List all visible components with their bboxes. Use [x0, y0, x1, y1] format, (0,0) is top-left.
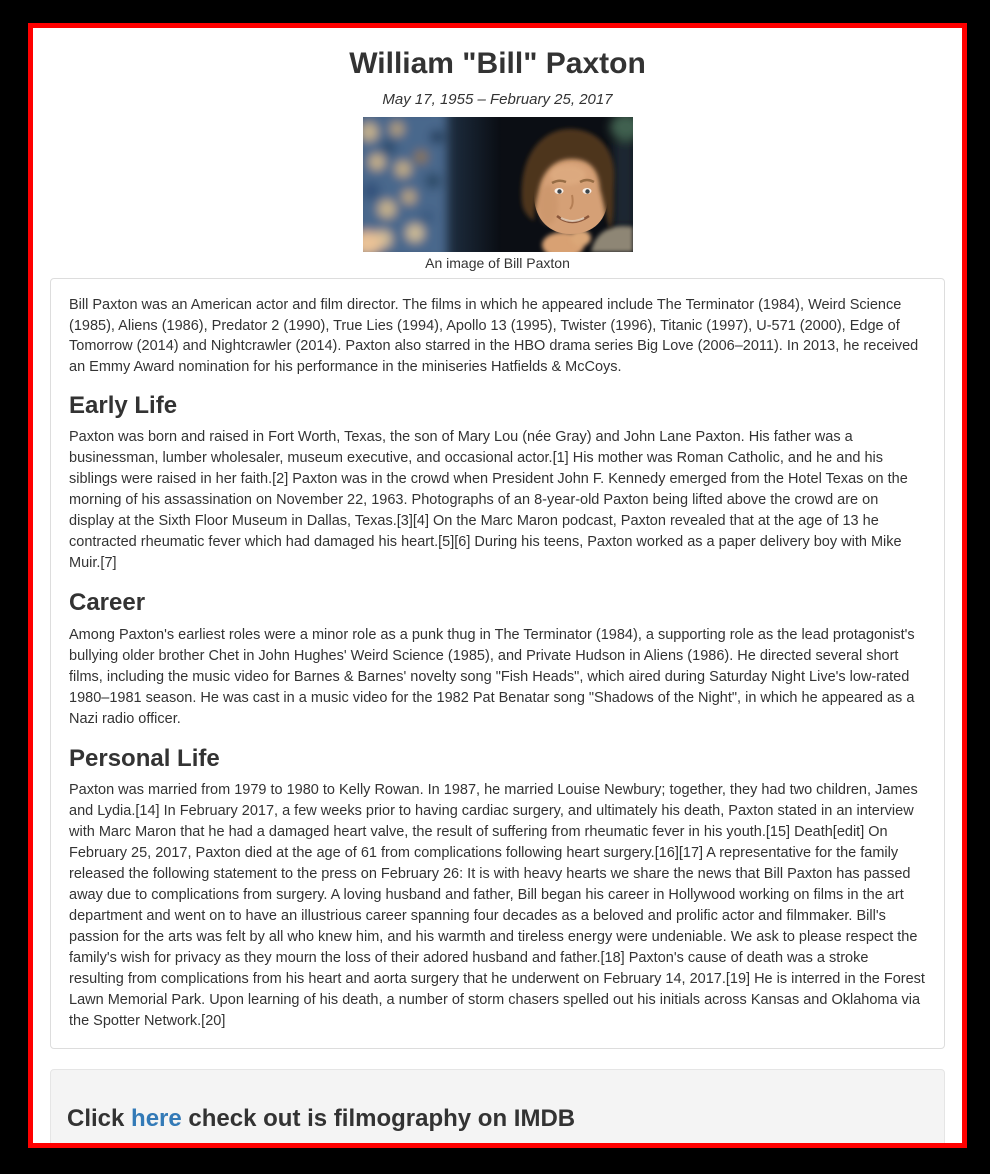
section-heading-career: Career — [69, 589, 146, 617]
section-body-early-life: Paxton was born and raised in Fort Worth, Texas, the son of Mary Lou (née Gray) and John Lane Paxton. His father was a businessman, lumber wholesaler, museum executive, and occasional actor.[1] His mother was Roman Catholic, and he and his siblings were raised in her faith.[2] Paxton was in the crowd when President John F. Kennedy emerged from the Hotel Texas on the morning of his assassination on November 22, 1963. Photographs of an 8-year-old Paxton being lifted above the crowd are on display at the Sixth Floor Museum in Dallas, Texas.[3][4] On the Marc Maron podcast, Paxton revealed that at the age of 13 he contracted rheumatic fever which had damaged his heart.[5][6] During his teens, Paxton worked as a paper delivery boy with Mike Muir.[7] — [69, 429, 908, 572]
filmography-line — [67, 1106, 928, 1132]
filmography-panel — [50, 1069, 945, 1148]
intro-paragraph: Bill Paxton was an American actor and film director. The films in which he appeared include The Terminator (1984), Weird Science (1985), Aliens (1986), Predator 2 (1990), True Lies (1994), Apollo 13 (1995), Twister (1996), Titanic (1997), U-571 (2000), Edge of Tomorrow (2014) and Nightcrawler (2014). Paxton also starred in the HBO drama series Big Love (2006–2011). In 2013, he received an Emmy Award nomination for his performance in the miniseries Hatfields & McCoys. — [69, 297, 919, 375]
imdb-link[interactable]: here — [131, 1105, 182, 1133]
filmography-text-post: check out is filmography on IMDB — [181, 1105, 576, 1133]
life-dates: May 17, 1955 – February 25, 2017 — [382, 91, 613, 108]
image-caption: An image of Bill Paxton — [425, 255, 570, 271]
section-heading-early-life: Early Life — [69, 392, 178, 419]
biography-panel — [50, 278, 945, 1049]
portrait-figure — [33, 117, 962, 271]
section-heading-personal-life: Personal Life — [69, 744, 220, 772]
bill-paxton-photo — [363, 117, 633, 252]
page-title: William "Bill" Paxton — [349, 47, 646, 80]
section-body-personal-life: Paxton was married from 1979 to 1980 to Kelly Rowan. In 1987, he married Louise Newbury; together, they had two children, James and Lydia.[14] In February 2017, a few weeks prior to having cardiac surgery, and ultimately his death, Paxton stated in an interview with Marc Maron that he had a damaged heart valve, the result of suffering from rheumatic fever in his youth.[15] Death[edit] On February 25, 2017, Paxton died at the age of 61 from complications following heart surgery.[16][17] A representative for the family released the following statement to the press on February 26: It is with heavy hearts we share the news that Bill Paxton has passed away due to complications from surgery. A loving husband and father, Bill began his career in Hollywood working on films in the art department and went on to have an illustrious career spanning four decades as a beloved and prolific actor and filmmaker. Bill's passion for the arts was felt by all who knew him, and his warmth and tireless energy were undeniable. We ask to please respect the family's wish for privacy as they mourn the loss of their adored husband and father.[18] Paxton's cause of death was a stroke resulting from complications from his heart and aorta surgery that he underwent on February 14, 2017.[19] He is interred in the Forest Lawn Memorial Park. Upon learning of his death, a number of storm chasers spelled out his initials across Kansas and Oklahoma via the Spotter Network.[20] — [69, 782, 925, 1030]
filmography-text-pre: Click — [67, 1105, 132, 1133]
section-body-career: Among Paxton's earliest roles were a minor role as a punk thug in The Terminator (1984), a supporting role as the lead protagonist's bullying older brother Chet in John Hughes' Weird Science (1985), and Private Hudson in Aliens (1986). He directed several short films, including the music video for Barnes & Barnes' novelty song "Fish Heads", which aired during Saturday Night Live's low-rated 1980–1981 season. He was cast in a music video for the 1982 Pat Benatar song "Shadows of the Night", in which he appeared as a Nazi radio officer. — [69, 626, 915, 727]
page — [28, 23, 967, 1148]
